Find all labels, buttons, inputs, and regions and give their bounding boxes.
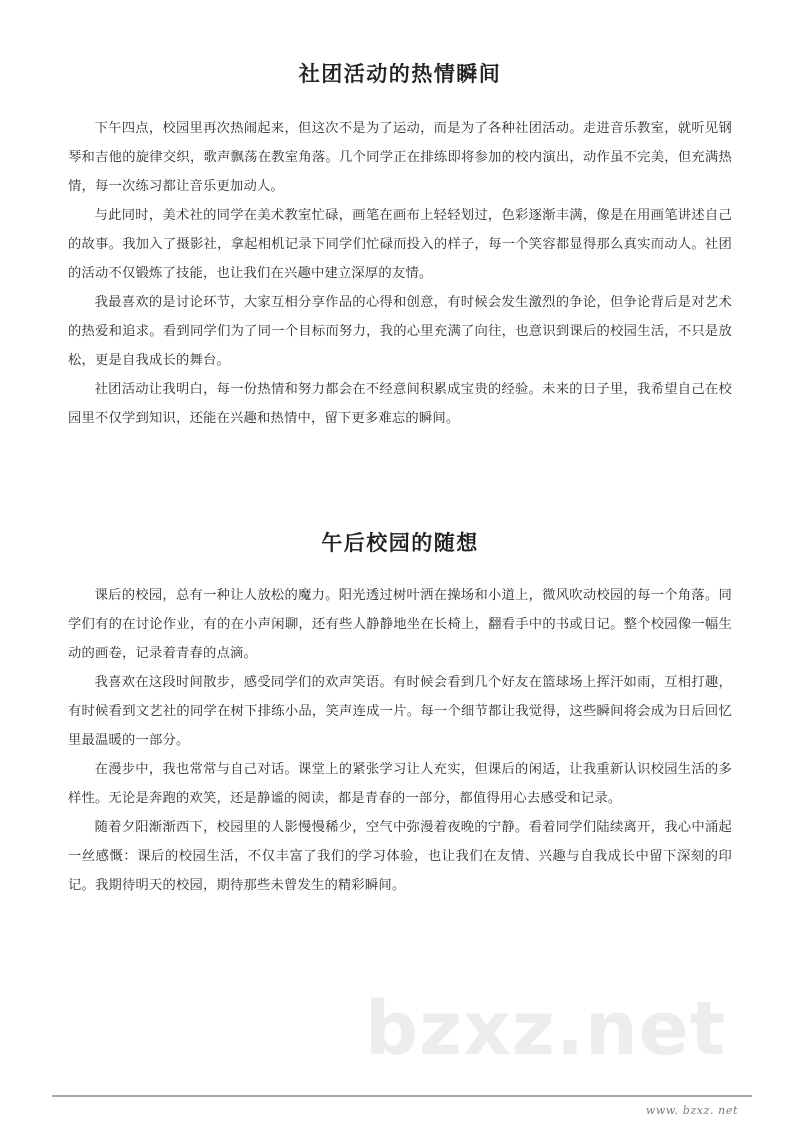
paragraph: 社团活动让我明白，每一份热情和努力都会在不经意间积累成宝贵的经验。未来的日子里，我希望自己在校园里不仅学到知识，还能在兴趣和热情中，留下更多难忘的瞬间。 [68, 382, 732, 426]
page-title: 社团活动的热情瞬间 [298, 62, 502, 86]
footer-site-url: www. bzxz. net [645, 1104, 738, 1117]
section-club-activities [68, 0, 732, 433]
paragraph: 我喜欢在这段时间散步，感受同学们的欢声笑语。有时候会看到几个好友在篮球场上挥汗如雨，互相打趣，有时候看到文艺社的同学在树下排练小品，笑声连成一片。每一个细节都让我觉得，这些瞬间将会成为日后回忆里最温暖的一部分。 [68, 675, 732, 748]
paragraph: 课后的校园，总有一种让人放松的魔力。阳光透过树叶洒在操场和小道上，微风吹动校园的每一个角落。同学们有的在讨论作业，有的在小声闲聊，还有些人静静地坐在长椅上，翻看手中的书或日记。整个校园像一幅生动的画卷，记录着青春的点滴。 [68, 588, 732, 661]
section-title: 午后校园的随想 [321, 531, 479, 555]
paragraph: 随着夕阳渐渐西下，校园里的人影慢慢稀少，空气中弥漫着夜晚的宁静。看着同学们陆续离开，我心中涌起一丝感慨：课后的校园生活，不仅丰富了我们的学习体验，也让我们在友情、兴趣与自我成长中留下深刻的印记。我期待明天的校园，期待那些未曾发生的精彩瞬间。 [68, 820, 732, 893]
paragraph: 我最喜欢的是讨论环节，大家互相分享作品的心得和创意，有时候会发生激烈的争论，但争论背后是对艺术的热爱和追求。看到同学们为了同一个目标而努力，我的心里充满了向往，也意识到课后的校园生活，不只是放松，更是自我成长的舞台。 [68, 295, 732, 368]
paragraph-list [68, 114, 732, 433]
paragraph: 在漫步中，我也常常与自己对话。课堂上的紧张学习让人充实，但课后的闲适，让我重新认识校园生活的多样性。无论是奔跑的欢笑，还是静谧的阅读，都是青春的一部分，都值得用心去感受和记录。 [68, 762, 732, 806]
section-divider-space [68, 433, 732, 449]
page-footer [0, 1095, 800, 1131]
watermark-text: bzxz.net [365, 986, 727, 1072]
paragraph: 下午四点，校园里再次热闹起来，但这次不是为了运动，而是为了各种社团活动。走进音乐教室，就听见钢琴和吉他的旋律交织，歌声飘荡在教室角落。几个同学正在排练即将参加的校内演出，动作虽不完美，但充满热情，每一次练习都让音乐更加动人。 [68, 121, 732, 194]
paragraph-list [68, 581, 732, 900]
paragraph: 与此同时，美术社的同学在美术教室忙碌，画笔在画布上轻轻划过，色彩逐渐丰满，像是在用画笔讲述自己的故事。我加入了摄影社，拿起相机记录下同学们忙碌而投入的样子，每一个笑容都显得那么真实而动人。社团的活动不仅锻炼了技能，也让我们在兴趣中建立深厚的友情。 [68, 208, 732, 281]
section-afternoon-campus [68, 449, 732, 900]
